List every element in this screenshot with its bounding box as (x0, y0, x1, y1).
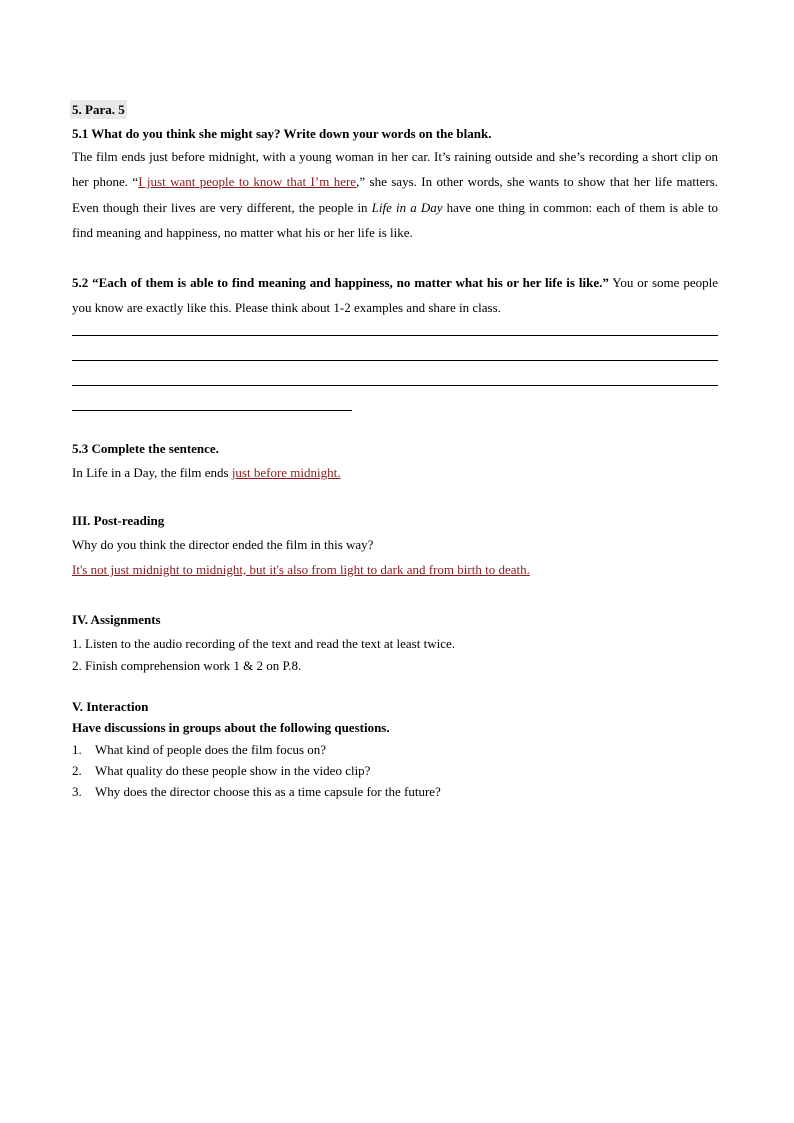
post-reading-answer: It's not just midnight to midnight, but it's also from light to dark and from birth to death. (72, 561, 530, 577)
list-item: 3. Why does the director choose this as a time capsule for the future? (72, 783, 441, 799)
q53-answer: just before midnight. (231, 464, 341, 480)
post-reading-question: Why do you think the director ended the film in this way? (72, 536, 374, 552)
assignment-item: 2. Finish comprehension work 1 & 2 on P.8. (72, 657, 302, 673)
film-title-italic: Life in a Day (371, 199, 443, 215)
q51-text-1: The film ends just before midnight, with a young woman in her car. It’s raining outside and she’s recording a short clip on her phone. “ (72, 149, 718, 190)
assignments-heading: IV. Assignments (72, 611, 161, 627)
q51-answer: I just want people to know that I’m here (138, 174, 357, 190)
list-item: 2. What quality do these people show in the video clip? (72, 762, 371, 778)
interaction-subheading: Have discussions in groups about the following questions. (72, 719, 390, 735)
q51-text-2: ,” she says. In other words, she wants to show that her life matters. Even though their lives are very different, the people in (72, 174, 719, 215)
q52-text: You or some people you know are exactly like this. Please think about 1-2 examples and share in class. (72, 275, 718, 316)
q53-text: In Life in a Day, the film ends (72, 464, 232, 480)
interaction-heading: V. Interaction (72, 698, 149, 714)
post-reading-heading: III. Post-reading (72, 512, 165, 528)
assignment-item: 1. Listen to the audio recording of the text and read the text at least twice. (72, 635, 456, 651)
answer-line-short[interactable] (72, 386, 352, 411)
worksheet-page (72, 100, 718, 802)
answer-blank-lines[interactable] (72, 311, 718, 411)
para5-heading: 5. Para. 5 (72, 102, 125, 117)
q51-title: 5.1 What do you think she might say? Write down your words on the blank. (72, 126, 492, 141)
q52-quote: 5.2 “Each of them is able to find meaning and happiness, no matter what his or her life is like.” (72, 275, 609, 291)
discussion-questions (72, 739, 718, 802)
list-item: 1. What kind of people does the film focus on? (72, 741, 327, 757)
answer-line[interactable] (72, 361, 718, 386)
q53-sentence (72, 463, 718, 483)
answer-line[interactable] (72, 336, 718, 361)
q53-title: 5.3 Complete the sentence. (72, 440, 219, 456)
q51-text-3: have one thing in common: each of them is able to find meaning and happiness, no matter what his or her life is like. (72, 199, 719, 240)
q51-paragraph (72, 144, 718, 245)
